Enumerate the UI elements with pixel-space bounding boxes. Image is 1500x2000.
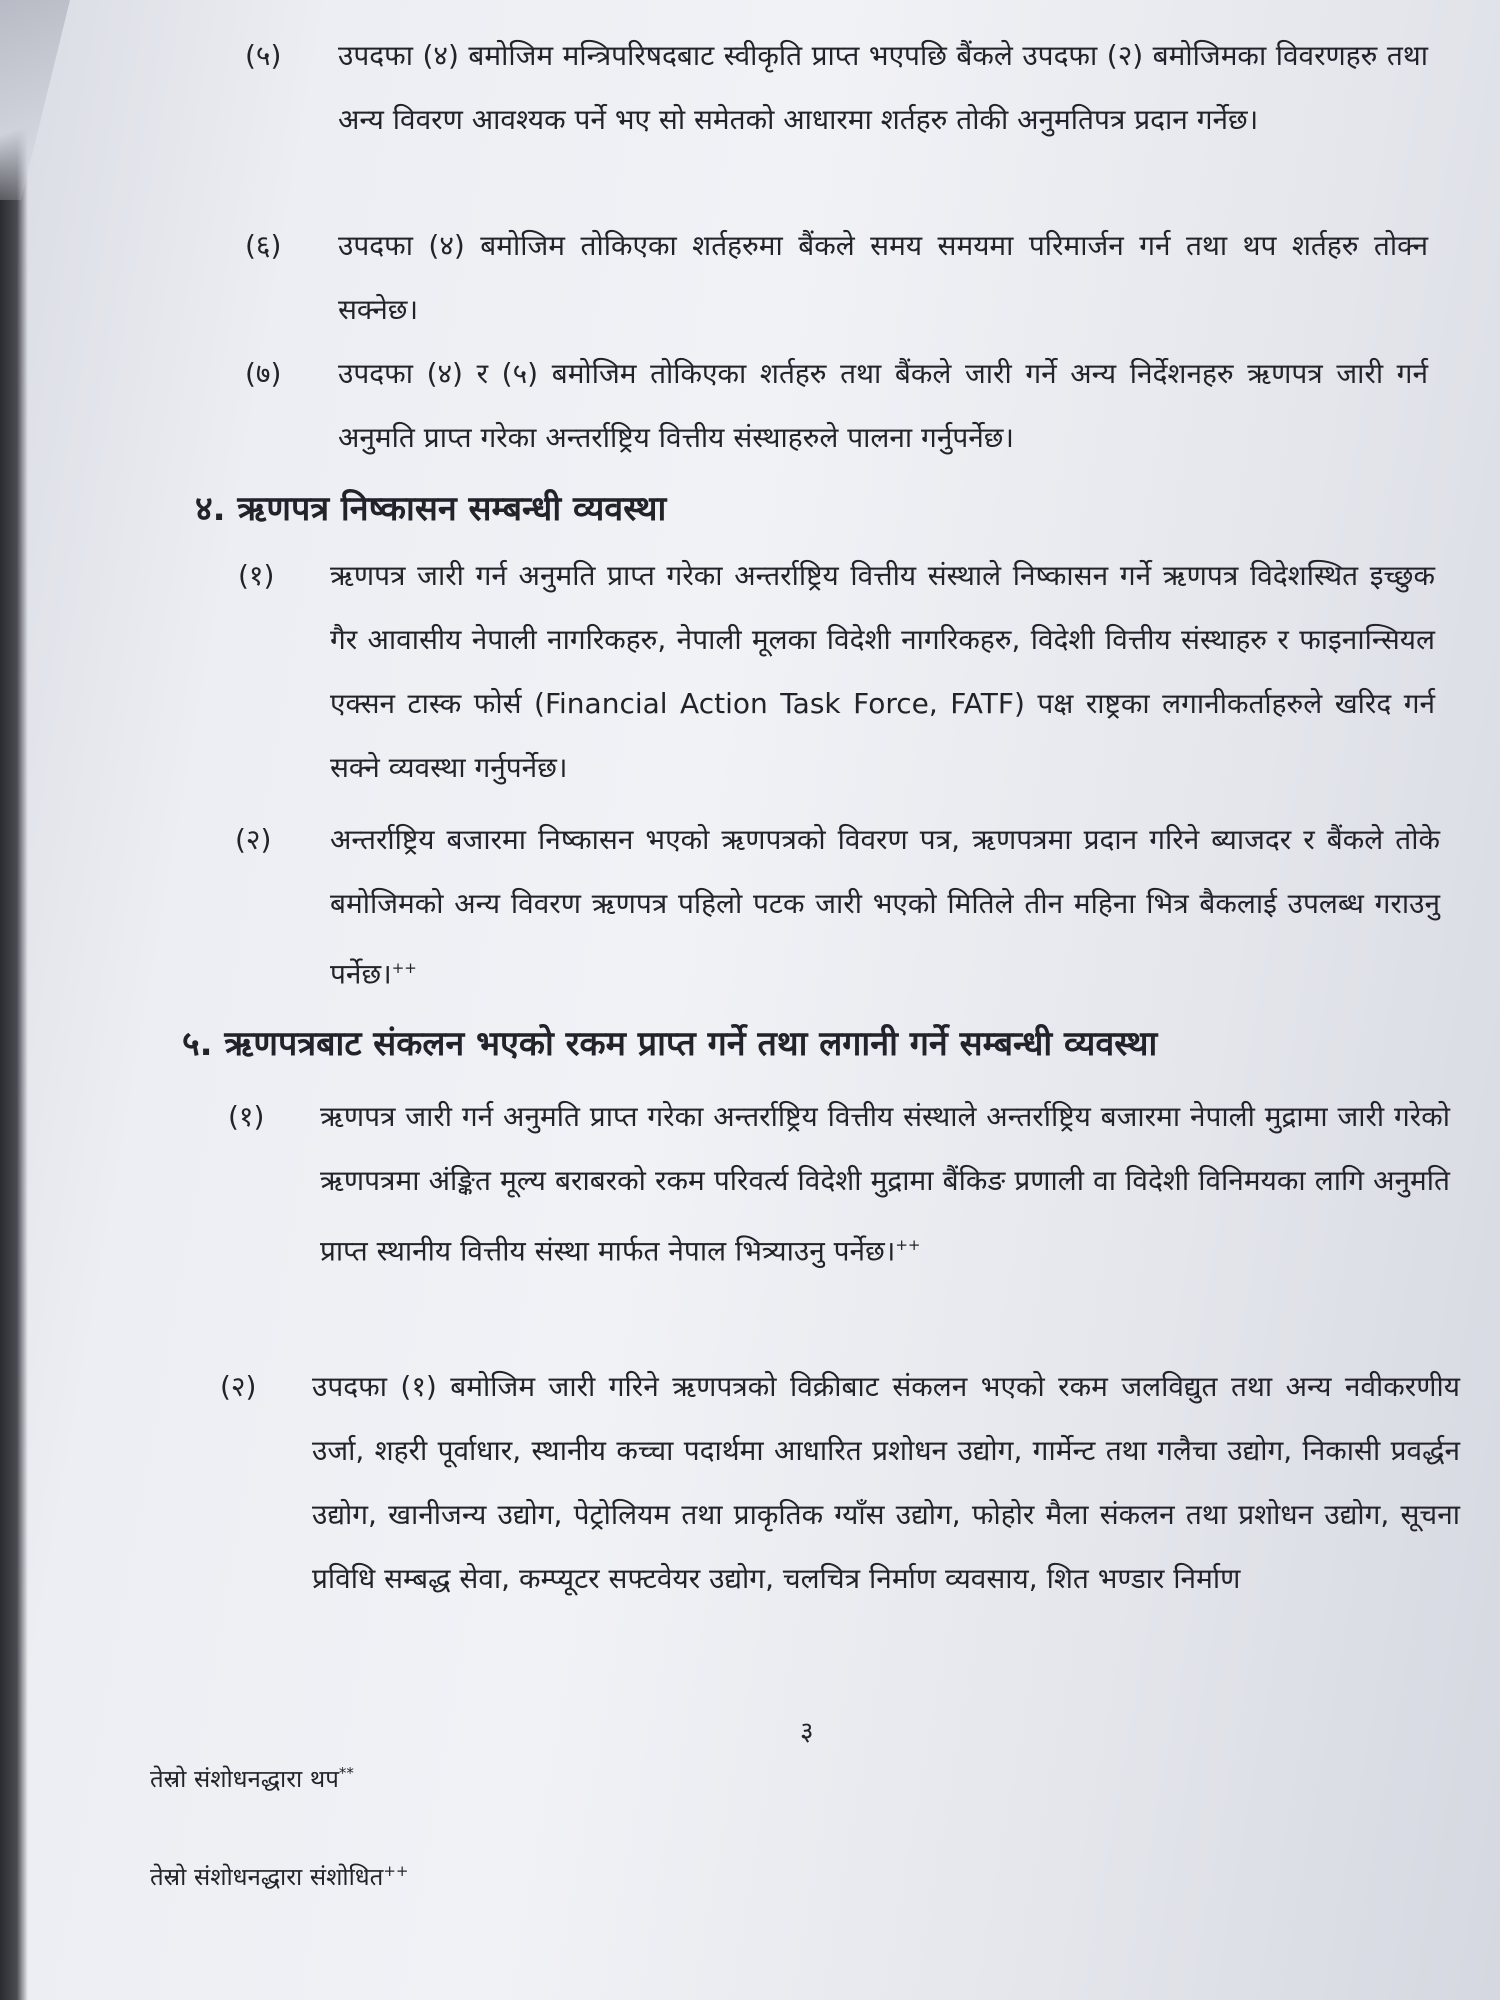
clause-5-1-text: ऋणपत्र जारी गर्न अनुमति प्राप्त गरेका अन्तर्राष्ट्रिय वित्तीय संस्थाले अन्तर्राष्ट्रिय बजारमा नेपाली मुद्रामा जारी गरेको ऋणपत्रमा अंङ्कित मूल्य बराबरको रकम परिवर्त्य विदेशी मुद्रामा बैंकिङ प्रणाली वा विदेशी विनिमयका लागि अनुमति प्राप्त स्थानीय वित्तीय संस्था मार्फत नेपाल भित्र्याउनु पर्नेछ। <box>320 1100 1450 1268</box>
item-number: (२) <box>235 823 272 856</box>
footnote-text: तेस्रो संशोधनद्धारा थप <box>150 1765 339 1793</box>
page-number: ३ <box>800 1717 814 1747</box>
clause-4-2 <box>330 808 1440 1006</box>
clause-3-7: उपदफा (४) र (५) बमोजिम तोकिएका शर्तहरु तथा बैंकले जारी गर्ने अन्य निर्देशनहरु ऋणपत्र जारी गर्न अनुमति प्राप्त गरेका अन्तर्राष्ट्रिय वित्तीय संस्थाहरुले पालना गर्नुपर्नेछ। <box>338 357 1428 454</box>
clause-3-6: उपदफा (४) बमोजिम तोकिएका शर्तहरुमा बैंकले समय समयमा परिमार्जन गर्न तथा थप शर्तहरु तोक्न सक्नेछ। <box>338 229 1428 326</box>
footnote-text: तेस्रो संशोधनद्धारा संशोधित <box>150 1863 384 1891</box>
footnote-mark: ++ <box>383 1862 409 1880</box>
amendment-mark: ++ <box>895 1236 921 1254</box>
section-5-heading: ५. ऋणपत्रबाट संकलन भएको रकम प्राप्त गर्ने तथा लगानी गर्ने सम्बन्धी व्यवस्था <box>182 1024 1158 1064</box>
item-number: (१) <box>238 559 275 592</box>
clause-5-1 <box>320 1085 1450 1283</box>
clause-4-2-text: अन्तर्राष्ट्रिय बजारमा निष्कासन भएको ऋणपत्रको विवरण पत्र, ऋणपत्रमा प्रदान गरिने ब्याजदर र बैंकले तोके बमोजिमको अन्य विवरण ऋणपत्र पहिलो पटक जारी भएको मितिले तीन महिना भित्र बैकलाई उपलब्ध गराउनु पर्नेछ। <box>330 823 1440 991</box>
clause-5-2: उपदफा (१) बमोजिम जारी गरिने ऋणपत्रको विक्रीबाट संकलन भएको रकम जलविद्युत तथा अन्य नवीकरणीय उर्जा, शहरी पूर्वाधार, स्थानीय कच्चा पदार्थमा आधारित प्रशोधन उद्योग, गार्मेन्ट तथा गलैचा उद्योग, निकासी प्रवर्द्धन उद्योग, खानीजन्य उद्योग, पेट्रोलियम तथा प्राकृतिक ग्याँस उद्योग, फोहोर मैला संकलन तथा प्रशोधन उद्योग, सूचना प्रविधि सम्बद्ध सेवा, कम्प्यूटर सफ्टवेयर उद्योग, चलचित्र निर्माण व्यवसाय, शित भण्डार निर्माण <box>312 1370 1460 1595</box>
item-number: (२) <box>220 1370 257 1403</box>
item-number: (७) <box>245 357 282 390</box>
footnote-mark: ** <box>338 1764 354 1782</box>
footnote-addition <box>150 1762 354 1795</box>
item-number: (१) <box>228 1100 265 1133</box>
amendment-mark: ++ <box>391 959 417 977</box>
item-number: (६) <box>245 229 282 262</box>
footnote-amendment <box>150 1860 408 1893</box>
clause-3-5: उपदफा (४) बमोजिम मन्त्रिपरिषदबाट स्वीकृति प्राप्त भएपछि बैंकले उपदफा (२) बमोजिमका विवरणहरु तथा अन्य विवरण आवश्यक पर्ने भए सो समेतको आधारमा शर्तहरु तोकी अनुमतिपत्र प्रदान गर्नेछ। <box>338 39 1428 136</box>
clause-4-1: ऋणपत्र जारी गर्न अनुमति प्राप्त गरेका अन्तर्राष्ट्रिय वित्तीय संस्थाले निष्कासन गर्ने ऋणपत्र विदेशस्थित इच्छुक गैर आवासीय नेपाली नागरिकहरु, नेपाली मूलका विदेशी नागरिकहरु, विदेशी वित्तीय संस्थाहरु र फाइनान्सियल एक्सन टास्क फोर्स (Financial Action Task Force, FATF) पक्ष राष्ट्रका लगानीकर्ताहरुले खरिद गर्न सक्ने व्यवस्था गर्नुपर्नेछ। <box>330 559 1435 784</box>
item-number: (५) <box>245 39 282 72</box>
section-4-heading: ४. ऋणपत्र निष्कासन सम्बन्धी व्यवस्था <box>195 489 667 529</box>
